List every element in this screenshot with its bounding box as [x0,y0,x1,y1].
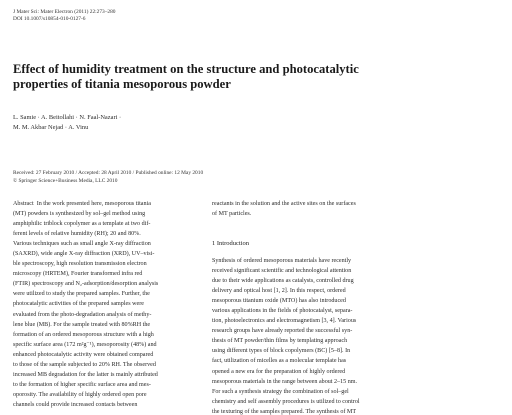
introduction-line: fact, utilization of micelles as a molecular template has [212,358,347,365]
introduction-line: mesoporous titanium oxide (MTO) has also introduced [212,298,346,305]
abstract-line: enhanced photocatalytic activity were obtained compared [13,351,154,358]
introduction-line: received significant scientific and technological attention [212,268,352,275]
abstract-line [13,199,210,209]
abstract-line: to those of the sample subjected to 20% RH. The observed [13,361,156,368]
title-line-2: properties of titania mesoporous powder [13,77,231,91]
abstract-line-text: In the work presented here, mesoporous titania [36,201,151,207]
introduction-line: due to their wide applications as catalysts, controlled drug [212,278,354,285]
abstract-line: (FTIR) spectroscopy and N₂-adsorption/desorption analysis [13,281,159,288]
introduction-line: For such a synthesis strategy the combination of sol–gel [212,388,349,395]
abstract-line: photocatalytic activities of the prepared samples were [13,301,144,308]
copyright: © Springer Science+Business Media, LLC 2010 [13,177,118,184]
doi: DOI 10.1007/s10854-010-0127-6 [13,16,86,23]
abstract-line: channels could provide increased contacts between [13,401,138,408]
abstract-line: (SAXRD), wide angle X-ray diffraction (XRD), UV–visi- [13,251,155,258]
abstract-line: ble spectroscopy, high resolution transmission electron [13,261,147,268]
article-title [13,62,473,92]
author-list [13,113,121,133]
introduction-line: thesis of MT powder/thin films by templating approach [212,338,348,345]
abstract-line: (MT) powders is synthesized by sol–gel method using [13,211,146,218]
abstract-line: formation of an ordered mesoporous structure with a high [13,331,154,338]
abstract-label: Abstract [13,201,37,207]
introduction-line: delivery and optical host [1, 2]. In this respect, ordered [212,288,346,295]
introduction-line: opened a new era for the preparation of highly ordered [212,368,346,375]
received-accepted: Received: 27 February 2010 / Accepted: 28 April 2010 / Published online: 12 May 2010 [13,170,204,176]
introduction-line: chemistry and self assembly procedures is utilized to control [212,398,360,405]
abstract-continuation-line: of MT particles. [212,211,252,218]
introduction-heading: 1 Introduction [212,240,250,247]
abstract-line: oporosity. The availability of highly ordered open pore [13,391,147,398]
introduction-line: the texturing of the samples prepared. The synthesis of MT [212,408,357,415]
abstract-line: evaluated from the photo-degradation analysis of methy- [13,311,152,318]
introduction-line: tion, photoelectronics and electromagnetism [3, 4]. Various [212,318,357,325]
abstract-line: Various techniques such as small angle X-ray diffraction [13,241,151,248]
introduction-line: various applications in the fields of photocatalyst, separa- [212,308,353,315]
introduction-line: Synthesis of ordered mesoporous materials have recently [212,258,352,264]
publication-dates [13,170,203,185]
introduction-line: research groups have already reported the successful syn- [212,328,353,335]
abstract-column [13,199,210,410]
journal-header [13,9,116,24]
abstract-line: to the formation of higher specific surface area and mes- [13,381,151,388]
introduction-line: using different types of block copolymers (BC) [5–8]. In [212,348,351,355]
abstract-continuation-line: reactants in the solution and the active sites on the surfaces [212,201,356,207]
introduction-line: mesoporous materials in the range between about 2–15 nm. [212,378,358,385]
title-line-1: Effect of humidity treatment on the structure and photocatalytic [13,62,359,76]
authors-line-1: L. Samie · A. Beitollahi · N. Faal-Nazari · [13,114,122,121]
abstract-line: were utilized to study the prepared samples. Further, the [13,291,150,298]
abstract-continuation [212,199,409,219]
abstract-line: microscopy (HRTEM), Fourier transformed infra red [13,271,143,278]
abstract-line: increased MB degradation for the latter is mainly attributed [13,371,158,378]
authors-line-2: M. M. Akbar Nejad · A. Vinu [13,124,89,131]
abstract-line: lene blue (MB). For the sample treated with 80%RH the [13,321,151,328]
abstract-line: specific surface area (172 m²g⁻¹), mesoporosity (48%) and [13,341,157,348]
abstract-line: amphiphilic triblock copolymer as a template at two dif- [13,221,151,228]
introduction-body [212,256,409,415]
journal-citation: J Mater Sci: Mater Electron (2011) 22:273–280 [13,9,116,15]
abstract-line: ferent levels of relative humidity (RH); 20 and 80%. [13,231,141,238]
